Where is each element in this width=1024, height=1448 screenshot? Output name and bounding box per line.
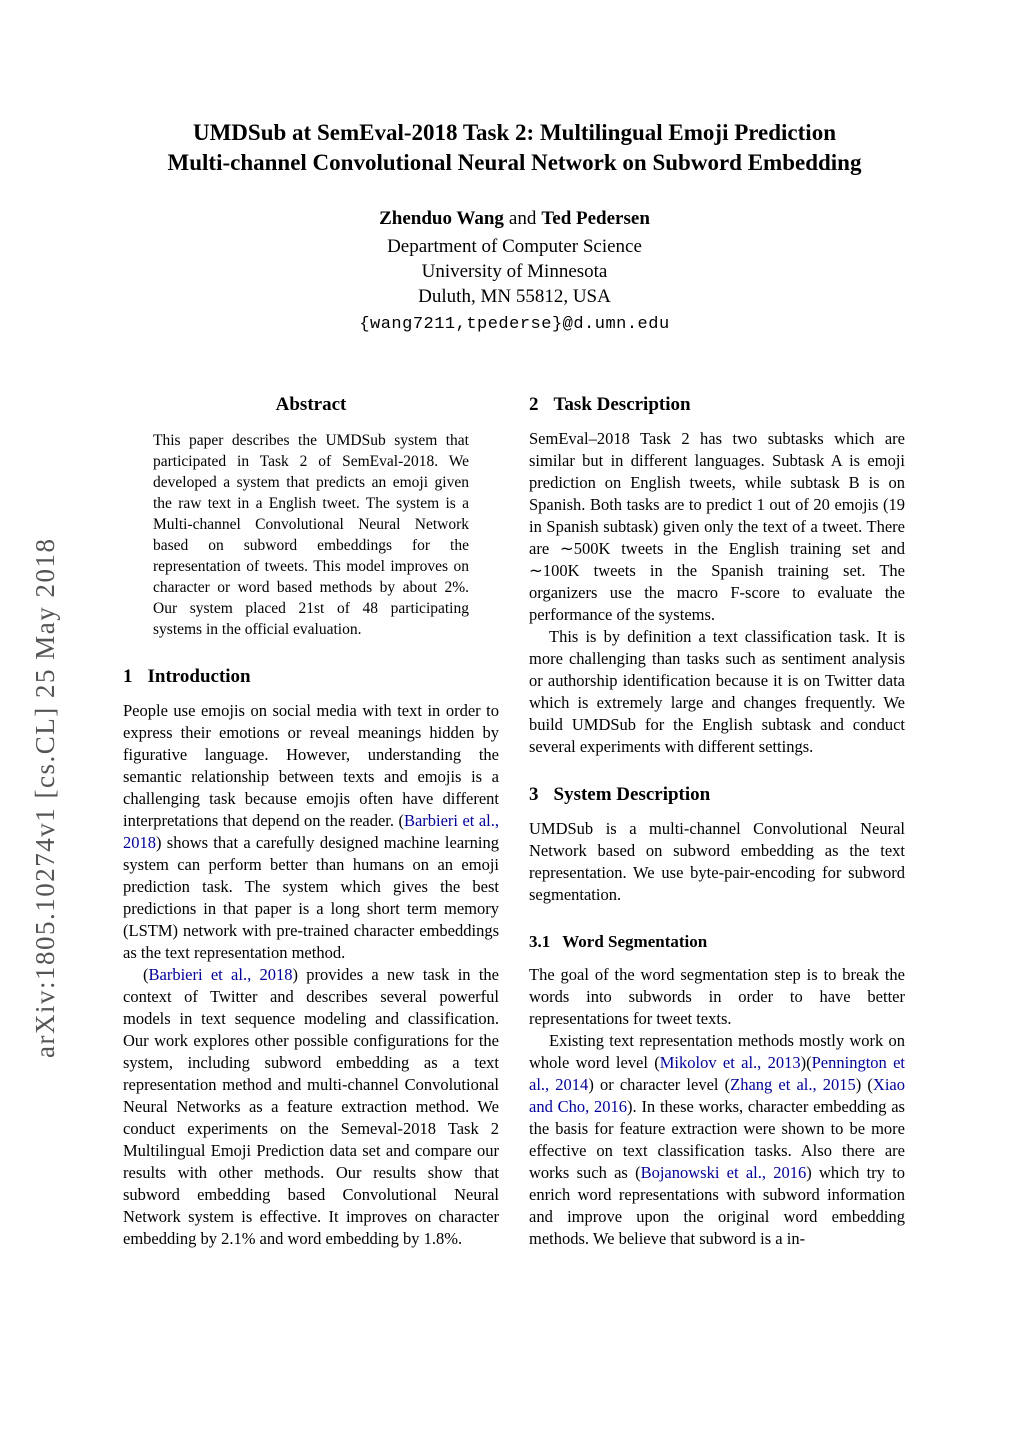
email-line: {wang7211,tpederse}@d.umn.edu bbox=[359, 315, 670, 334]
two-column-body bbox=[123, 394, 906, 1250]
author-name-1: Zhenduo Wang bbox=[379, 208, 504, 229]
section-number: 2 bbox=[529, 394, 539, 415]
section-number: 1 bbox=[123, 666, 133, 687]
text-run: ) provides a new task in the context of Twitter and describes several powerful models in text sequence modeling and classification. Our work explores other possible configurations for the system, including subword embedding as a text representation method and multi-channel Convolutional Neural Networks as a feature extraction method. We conduct experiments on the Semeval-2018 Task 2 Multilingual Emoji Prediction data set and compare our results with other methods. Our results show that subword embedding based Convolutional Neural Network system is effective. It improves on character embedding by 2.1% and word embedding by 1.8%. bbox=[123, 965, 499, 1248]
text-run: ) which try to enrich word representations with subword information and improve upon the original word embedding methods. We believe that subword is a in- bbox=[529, 1163, 905, 1248]
section-heading-task-description bbox=[529, 394, 905, 416]
author-name-2: Ted Pedersen bbox=[541, 208, 650, 229]
title-line-2: Multi-channel Convolutional Neural Network on Subword Embedding bbox=[167, 150, 862, 175]
affiliation-department: Department of Computer Science bbox=[387, 236, 642, 257]
text-run: UMDSub is a multi-channel Convolutional Neural Network based on subword embedding as the text representation. We use byte-pair-encoding for subword segmentation. bbox=[529, 819, 905, 904]
text-run: ( bbox=[143, 965, 149, 984]
affiliation-address: Duluth, MN 55812, USA bbox=[418, 286, 611, 307]
paragraph bbox=[529, 964, 905, 1030]
section-heading-system-description bbox=[529, 784, 905, 806]
text-run: SemEval–2018 Task 2 has two subtasks which are similar but in different languages. Subtask A is emoji prediction on English tweets, while subtask B is on Spanish. Both tasks are to predict 1 out of 20 emojis (19 in Spanish subtask) given only the text of a tweet. There are ∼500K tweets in the English training set and ∼100K tweets in the Spanish training set. The organizers use the macro F-score to evaluate the performance of the systems. bbox=[529, 429, 905, 624]
title-line-1: UMDSub at SemEval-2018 Task 2: Multilingual Emoji Prediction bbox=[192, 120, 836, 145]
text-run: Existing text representation methods mostly work on whole word level ( bbox=[529, 1031, 905, 1072]
affiliation-university: University of Minnesota bbox=[421, 261, 608, 282]
paragraph bbox=[123, 964, 499, 1250]
paragraph bbox=[529, 1030, 905, 1250]
citation-link[interactable]: Barbieri et al., 2018 bbox=[148, 965, 293, 984]
section-number: 3 bbox=[529, 784, 539, 805]
abstract-heading: Abstract bbox=[275, 394, 347, 415]
text-run: ). In these works, character embedding as the basis for feature extraction were shown to be more effective on text classification tasks. Also there are works such as ( bbox=[529, 1097, 905, 1182]
paragraph bbox=[529, 626, 905, 758]
section-title: System Description bbox=[553, 784, 711, 805]
right-column bbox=[529, 394, 905, 1250]
text-run: People use emojis on social media with text in order to express their emotions or reveal meanings hidden by figurative language. However, understanding the semantic relationship between texts and emojis is a challenging task because emojis often have different interpretations that depend on the reader. ( bbox=[123, 701, 499, 830]
section-heading-introduction bbox=[123, 666, 499, 688]
left-column bbox=[123, 394, 499, 1250]
arxiv-stamp: arXiv:1805.10274v1 [cs.CL] 25 May 2018 bbox=[30, 537, 60, 1058]
citation-link[interactable]: Pennington et al., 2014 bbox=[529, 1053, 906, 1094]
paragraph bbox=[123, 700, 499, 964]
citation-link[interactable]: Xiao and Cho, 2016 bbox=[529, 1075, 905, 1116]
paper-page bbox=[123, 0, 906, 1250]
text-run: )( bbox=[800, 1053, 812, 1072]
text-run: ) shows that a carefully designed machine learning system can perform better than humans on an emoji prediction task. The system which gives the best predictions in that paper is a long short term memory (LSTM) network with pre-trained character embeddings as the text representation method. bbox=[123, 833, 499, 962]
subsection-title: Word Segmentation bbox=[562, 932, 708, 951]
and-word: and bbox=[508, 208, 537, 229]
text-run: This is by definition a text classification task. It is more challenging than tasks such as sentiment analysis or authorship identification because it is on Twitter data which is extremely large and changes frequently. We build UMDSub for the English subtask and conduct several experiments with different settings. bbox=[529, 627, 905, 756]
text-run: ) or character level ( bbox=[588, 1075, 731, 1094]
paragraph bbox=[529, 818, 905, 906]
author-line bbox=[123, 208, 906, 230]
text-run: ) ( bbox=[855, 1075, 873, 1094]
abstract-text: This paper describes the UMDSub system that participated in Task 2 of SemEval-2018. We developed a system that predicts an emoji given the raw text in a English tweet. The system is a Multi-channel Convolutional Neural Network based on subword embeddings for the representation of tweets. This model improves on character or word based methods by about 2%. Our system placed 21st of 48 participating systems in the official evaluation. bbox=[153, 432, 469, 638]
affiliation-block bbox=[123, 234, 906, 309]
paper-title bbox=[123, 118, 906, 178]
section-title: Introduction bbox=[147, 666, 251, 687]
citation-link[interactable]: Barbieri et al., 2018 bbox=[123, 811, 499, 852]
subsection-heading-word-segmentation bbox=[529, 932, 905, 952]
subsection-number: 3.1 bbox=[529, 932, 551, 951]
paper-header bbox=[123, 118, 906, 334]
paragraph bbox=[529, 428, 905, 626]
citation-link[interactable]: Zhang et al., 2015 bbox=[730, 1075, 856, 1094]
section-title: Task Description bbox=[553, 394, 691, 415]
citation-link[interactable]: Mikolov et al., 2013 bbox=[659, 1053, 801, 1072]
citation-link[interactable]: Bojanowski et al., 2016 bbox=[640, 1163, 807, 1182]
text-run: The goal of the word segmentation step is to break the words into subwords in order to have better representations for tweet texts. bbox=[529, 965, 905, 1028]
